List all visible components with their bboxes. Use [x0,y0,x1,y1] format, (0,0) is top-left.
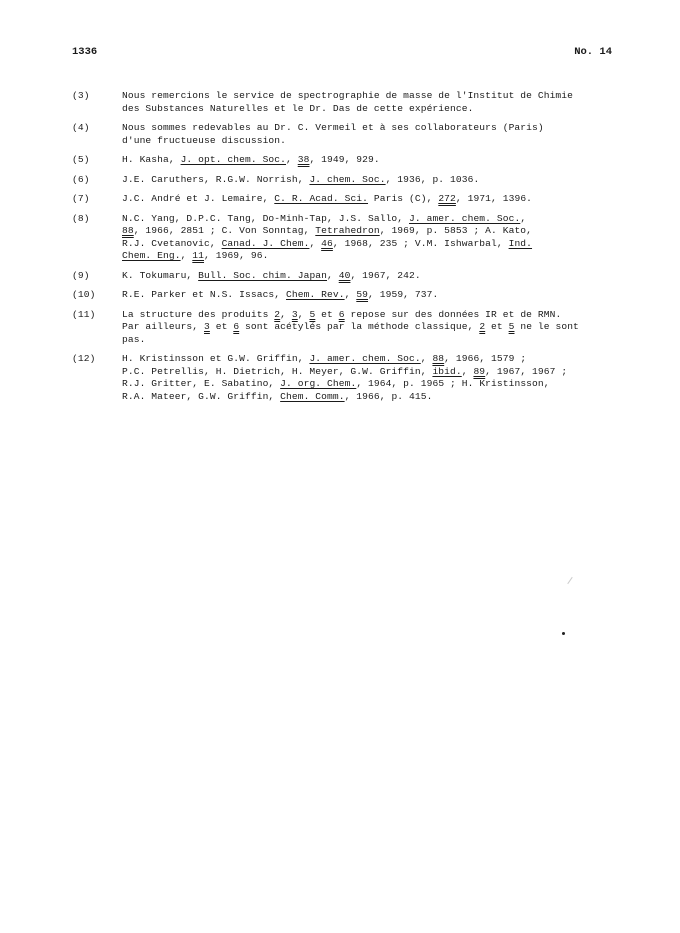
reference-segment: K. Tokumaru, [122,269,199,281]
reference-segment: La structure des produits [122,308,275,320]
reference-text [122,270,617,283]
reference-item [72,122,617,147]
reference-segment: P.C. Petrellis, H. Dietrich, H. Meyer, G.W. Griffin, [122,365,433,377]
reference-segment: et [209,321,234,332]
reference-line [122,270,617,283]
page-header [72,46,612,58]
reference-text [122,122,617,147]
reference-segment: , 1959, 737. [368,289,439,300]
reference-segment: R.J. Cvetanovic, [122,237,222,249]
reference-segment: , [461,365,474,377]
reference-volume: 46 [321,237,333,249]
reference-segment: d'une fructueuse discussion. [122,134,287,146]
reference-volume: 272 [438,193,456,204]
reference-number: (10) [72,289,96,300]
reference-number: (8) [72,212,90,224]
reference-number: (11) [72,308,96,320]
reference-line [122,309,617,322]
reference-text [122,174,617,187]
reference-volume: 2 [479,321,486,332]
reference-segment: H. Kasha, [122,154,181,165]
reference-segment: , 1949, 929. [309,154,380,165]
reference-line [122,238,617,251]
reference-volume: 11 [192,250,205,261]
reference-segment: repose sur des données IR et de RMN. [344,308,562,320]
reference-segment: , 1969, 96. [204,250,269,261]
page-number: 1336 [72,46,98,58]
reference-list [72,90,617,410]
reference-item [72,309,617,347]
reference-journal: J. amer. chem. Soc. [409,212,521,224]
reference-line [122,378,617,391]
reference-segment: , [297,308,310,320]
reference-segment: et [485,321,509,332]
reference-volume: 89 [473,365,486,377]
reference-segment: , [286,154,298,165]
reference-item [72,270,617,283]
reference-segment: , 1967, 242. [350,269,421,281]
reference-segment: Nous remercions le service de spectrographie de masse de l'Institut de Chimie [122,90,574,101]
reference-volume: 59 [356,289,369,300]
reference-volume: 88 [122,225,134,236]
reference-volume: 88 [432,353,445,364]
reference-volume: 5 [309,308,316,320]
reference-segment: Nous sommes redevables au Dr. C. Vermeil et à ses collaborateurs (Paris) [122,122,544,133]
reference-segment: , 1968, 235 ; V.M. Ishwarbal, [332,237,509,249]
reference-segment: Paris (C), [368,193,439,204]
reference-segment: , 1936, p. 1036. [385,173,480,185]
reference-volume: 2 [274,308,281,320]
reference-item [72,193,617,206]
reference-item [72,154,617,167]
reference-segment: et [315,308,339,320]
reference-segment: H. Kristinsson et G.W. Griffin, [122,353,310,364]
reference-journal: Chem. Rev. [286,289,345,300]
reference-text [122,90,617,115]
reference-volume: 6 [233,321,240,332]
reference-number: (3) [72,90,90,101]
reference-text [122,193,617,206]
reference-item [72,213,617,263]
reference-volume: 40 [338,269,351,281]
reference-item [72,174,617,187]
reference-text [122,289,617,302]
scan-speck [562,632,565,635]
reference-segment: R.J. Gritter, E. Sabatino, [122,378,281,389]
reference-segment: , 1969, p. 5853 ; A. Kato, [379,225,533,236]
reference-line [122,225,617,238]
reference-volume: 6 [338,308,345,320]
reference-journal: J. amer. chem. Soc. [309,353,421,364]
reference-line [122,250,617,263]
reference-segment: , 1967, 1967 ; [485,365,568,377]
reference-line [122,193,617,206]
reference-text [122,309,617,347]
reference-volume: 3 [204,321,210,332]
reference-segment: R.E. Parker et N.S. Issacs, [122,289,287,300]
reference-segment: , [344,289,357,300]
reference-text [122,154,617,167]
reference-segment: , 1966, 2851 ; C. Von Sonntag, [133,225,316,236]
reference-text [122,213,617,263]
reference-journal: ibid. [432,365,462,377]
reference-journal: Ind. [508,237,533,249]
reference-segment: , [180,250,193,261]
issue-number: No. 14 [574,46,612,58]
reference-segment: , [420,353,433,364]
reference-line [122,90,617,103]
reference-line [122,122,617,135]
reference-line [122,391,617,404]
reference-segment: Par ailleurs, [122,321,205,332]
reference-journal: J. opt. chem. Soc. [180,154,287,165]
reference-segment: , 1966, p. 415. [344,390,433,402]
reference-segment: R.A. Mateer, G.W. Griffin, [122,390,281,402]
reference-journal: Chem. Comm. [280,390,345,402]
reference-segment: , [327,269,339,281]
reference-journal: J. org. Chem. [280,378,357,389]
reference-line [122,103,617,116]
reference-segment: pas. [122,333,146,345]
reference-item [72,90,617,115]
scan-mark [567,577,572,584]
reference-volume: 3 [291,308,298,320]
reference-number: (4) [72,122,90,133]
reference-number: (9) [72,269,90,281]
reference-journal: Canad. J. Chem. [221,237,310,249]
reference-segment: , 1966, 1579 ; [444,353,527,364]
reference-line [122,213,617,226]
reference-segment: J.E. Caruthers, R.G.W. Norrish, [122,173,310,185]
reference-segment: ne le sont [514,321,579,332]
reference-journal: Chem. Eng. [122,250,181,261]
reference-number: (12) [72,353,96,364]
reference-segment: , [309,237,322,249]
reference-item [72,353,617,403]
reference-segment: sont acétylés par la méthode classique, [239,321,480,332]
reference-volume: 38 [297,154,310,165]
reference-text [122,353,617,403]
reference-number: (7) [72,193,90,204]
reference-volume: 5 [508,321,515,332]
reference-line [122,321,617,334]
reference-line [122,353,617,366]
reference-segment: J.C. André et J. Lemaire, [122,193,275,204]
reference-line [122,174,617,187]
reference-segment: , [280,308,292,320]
reference-line [122,154,617,167]
reference-segment: , 1971, 1396. [455,193,533,204]
reference-journal: Tetrahedron [315,225,380,236]
reference-segment: , [520,212,527,224]
reference-item [72,289,617,302]
reference-line [122,135,617,148]
reference-line [122,334,617,347]
reference-number: (6) [72,173,90,185]
reference-segment: des Substances Naturelles et le Dr. Das de cette expérience. [122,102,474,114]
reference-journal: C. R. Acad. Sci. [274,193,369,204]
reference-line [122,366,617,379]
reference-journal: Bull. Soc. chim. Japan [198,269,328,281]
reference-number: (5) [72,154,90,165]
reference-segment: , 1964, p. 1965 ; H. Kristinsson, [356,378,550,389]
reference-line [122,289,617,302]
reference-journal: J. chem. Soc. [309,173,386,185]
reference-segment: N.C. Yang, D.P.C. Tang, Do-Minh-Tap, J.S. Sallo, [122,212,410,224]
